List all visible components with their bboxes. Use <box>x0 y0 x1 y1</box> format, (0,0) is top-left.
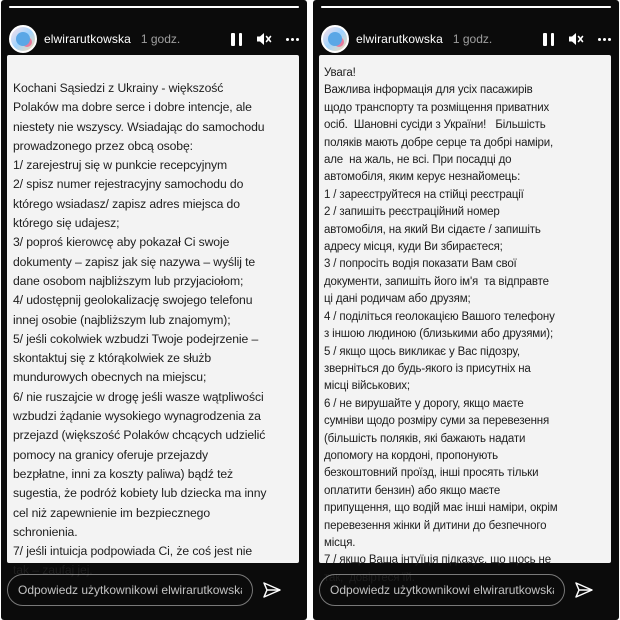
story-text-line: документи, запишіть його ім'я та відправте <box>324 275 549 288</box>
story-text-line: przejazd (większość Polaków chcących udzielić <box>13 428 266 443</box>
story-text-line: którego się udajesz; <box>13 216 120 231</box>
story-text <box>324 65 610 587</box>
story-text-line: припущення, що водій має інші наміри, окрім <box>324 502 558 515</box>
post-time: 1 godz. <box>452 32 493 46</box>
reply-input[interactable] <box>319 574 565 606</box>
story-text-line: 7 / якщо Ваша інтуїція підказує, що щось не <box>324 554 551 567</box>
reply-bar <box>319 574 595 606</box>
post-time: 1 godz. <box>140 32 181 46</box>
reply-input[interactable] <box>7 574 253 606</box>
story-text-line: сумніви щодо розміру суми за перевезення <box>324 415 550 428</box>
story-text-line: schronienia. <box>13 524 78 539</box>
story-text-line: 2/ spisz numer rejestracyjny samochodu do <box>13 177 244 192</box>
avatar[interactable] <box>321 25 349 53</box>
story-text-line: dane osobom najbliższym lub przyjaciołom; <box>13 273 244 288</box>
story-text-line: Polaków ma dobre serce i dobre intencje, ale <box>13 100 252 115</box>
more-options-icon[interactable] <box>286 38 299 41</box>
pause-icon[interactable] <box>543 33 554 46</box>
story-text-line: Важлива інформація для усіх пасажирів <box>324 84 533 97</box>
username[interactable]: elwirarutkowska <box>44 32 131 46</box>
story-text-line: оплатити бензин) або якщо маєте <box>324 484 501 497</box>
story-text-line: tak – zaufaj jej. <box>13 563 93 578</box>
reply-bar <box>7 574 283 606</box>
story-text-line: bezpłatne, inni za koszty paliwa) bądź też <box>13 466 234 481</box>
story-progress-fill <box>9 6 299 8</box>
story-progress-bar <box>321 6 611 8</box>
story-text-line: prowadzonego przez obcą osobę: <box>13 138 193 153</box>
story-text-line: осіб. Шановні сусіди з України! Більшість <box>324 119 546 132</box>
story-text-line: з іншою людиною (близькими або друзями); <box>324 328 554 341</box>
story-text-line: niestety nie wszyscy. Wsiadając do samochodu <box>13 119 265 134</box>
story-text-line: місці військових; <box>324 380 410 393</box>
story-panel-polish <box>1 0 307 620</box>
story-text-line: ці дані родичам або друзям; <box>324 293 471 306</box>
story-text-line: skontaktuj się z którąkolwiek ze służb <box>13 351 212 366</box>
avatar[interactable] <box>9 25 37 53</box>
story-text-line: innej osobie (najbliższym lub znajomym); <box>13 312 231 327</box>
pause-icon[interactable] <box>231 33 242 46</box>
username[interactable]: elwirarutkowska <box>356 32 443 46</box>
story-text-line: так, довіртеся їй. <box>324 571 415 584</box>
story-text-line: mundurowych obecnych na miejscu; <box>13 370 207 385</box>
send-icon[interactable] <box>261 579 283 601</box>
story-text-line: Kochani Sąsiedzi z Ukrainy - większość <box>13 81 224 95</box>
story-text-line: cel niż zapewnienie im bezpiecznego <box>13 505 211 520</box>
story-text-line: щодо транспорту та розміщення приватних <box>324 101 550 114</box>
story-text-line: wzbudzi żądanie wysokiego wynagrodzenia za <box>13 409 261 424</box>
story-text-line: допомогу на кордоні, пропонують <box>324 449 498 462</box>
story-text-line: 3/ poproś kierowcę aby pokazał Ci swoje <box>13 235 230 250</box>
story-text-line: 1 / зареєструйтеся на стійці реєстрації <box>324 188 524 201</box>
story-controls <box>543 32 611 46</box>
story-text-line: dokumenty – zapisz jak się nazywa – wyślij te <box>13 254 256 269</box>
story-text <box>13 79 299 581</box>
send-icon[interactable] <box>573 579 595 601</box>
story-header <box>1 22 307 56</box>
story-text-line: поляків мають добре серце та добрі наміри, <box>324 136 554 149</box>
story-text-line: 6 / не вирушайте у дорогу, якщо маєте <box>324 397 524 410</box>
story-text-line: 4 / поділіться геолокацією Вашого телефону <box>324 310 555 323</box>
story-text-line: (більшість поляків, які бажають надати <box>324 432 526 445</box>
story-text-line: 7/ jeśli intuicja podpowiada Ci, że coś jest nie <box>13 544 253 559</box>
story-text-line: 1/ zarejestruj się w punkcie recepcyjnym <box>13 158 228 173</box>
story-text-line: 5/ jeśli cokolwiek wzbudzi Twoje podejrzenie – <box>13 331 259 346</box>
story-progress-bar <box>9 6 299 8</box>
story-panel-ukrainian <box>313 0 619 620</box>
story-text-line: безкоштовний проїзд, інші просять тільки <box>324 467 539 480</box>
story-text-line: місця. <box>324 536 356 549</box>
story-text-line: автомобіля, на який Ви сідаєте / запишіть <box>324 223 541 236</box>
story-text-line: 5 / якщо щось викликає у Вас підозру, <box>324 345 520 358</box>
story-text-line: зверніться до будь-якого із присутніх на <box>324 362 531 375</box>
mute-icon[interactable] <box>256 32 272 46</box>
story-progress-fill <box>321 6 611 8</box>
story-text-line: 4/ udostępnij geolokalizację swojego telefonu <box>13 293 253 308</box>
story-text-line: Увага! <box>324 67 356 79</box>
story-text-line: автомобіля, яким керує незнайомець: <box>324 171 521 184</box>
story-controls <box>231 32 299 46</box>
story-text-line: sugestia, że podróż kobiety lub dziecka ma inny <box>13 486 267 501</box>
story-header <box>313 22 619 56</box>
mute-icon[interactable] <box>568 32 584 46</box>
story-text-line: перевезення жінки й дитини до безпечного <box>324 519 547 532</box>
more-options-icon[interactable] <box>598 38 611 41</box>
story-text-line: którego wsiadasz/ zapisz adres miejsca do <box>13 196 240 211</box>
story-text-line: 2 / запишіть реєстраційний номер <box>324 206 500 219</box>
story-text-line: 3 / попросіть водія показати Вам свої <box>324 258 517 271</box>
story-text-line: pomocy na granicy oferuje przejazdy <box>13 447 208 462</box>
story-text-line: 6/ nie ruszajcie w drogę jeśli wasze wątpliwości <box>13 389 264 404</box>
story-text-line: адресу місця, куди Ви збираєтеся; <box>324 241 503 254</box>
story-text-line: але на жаль, не всі. При посадці до <box>324 154 512 167</box>
